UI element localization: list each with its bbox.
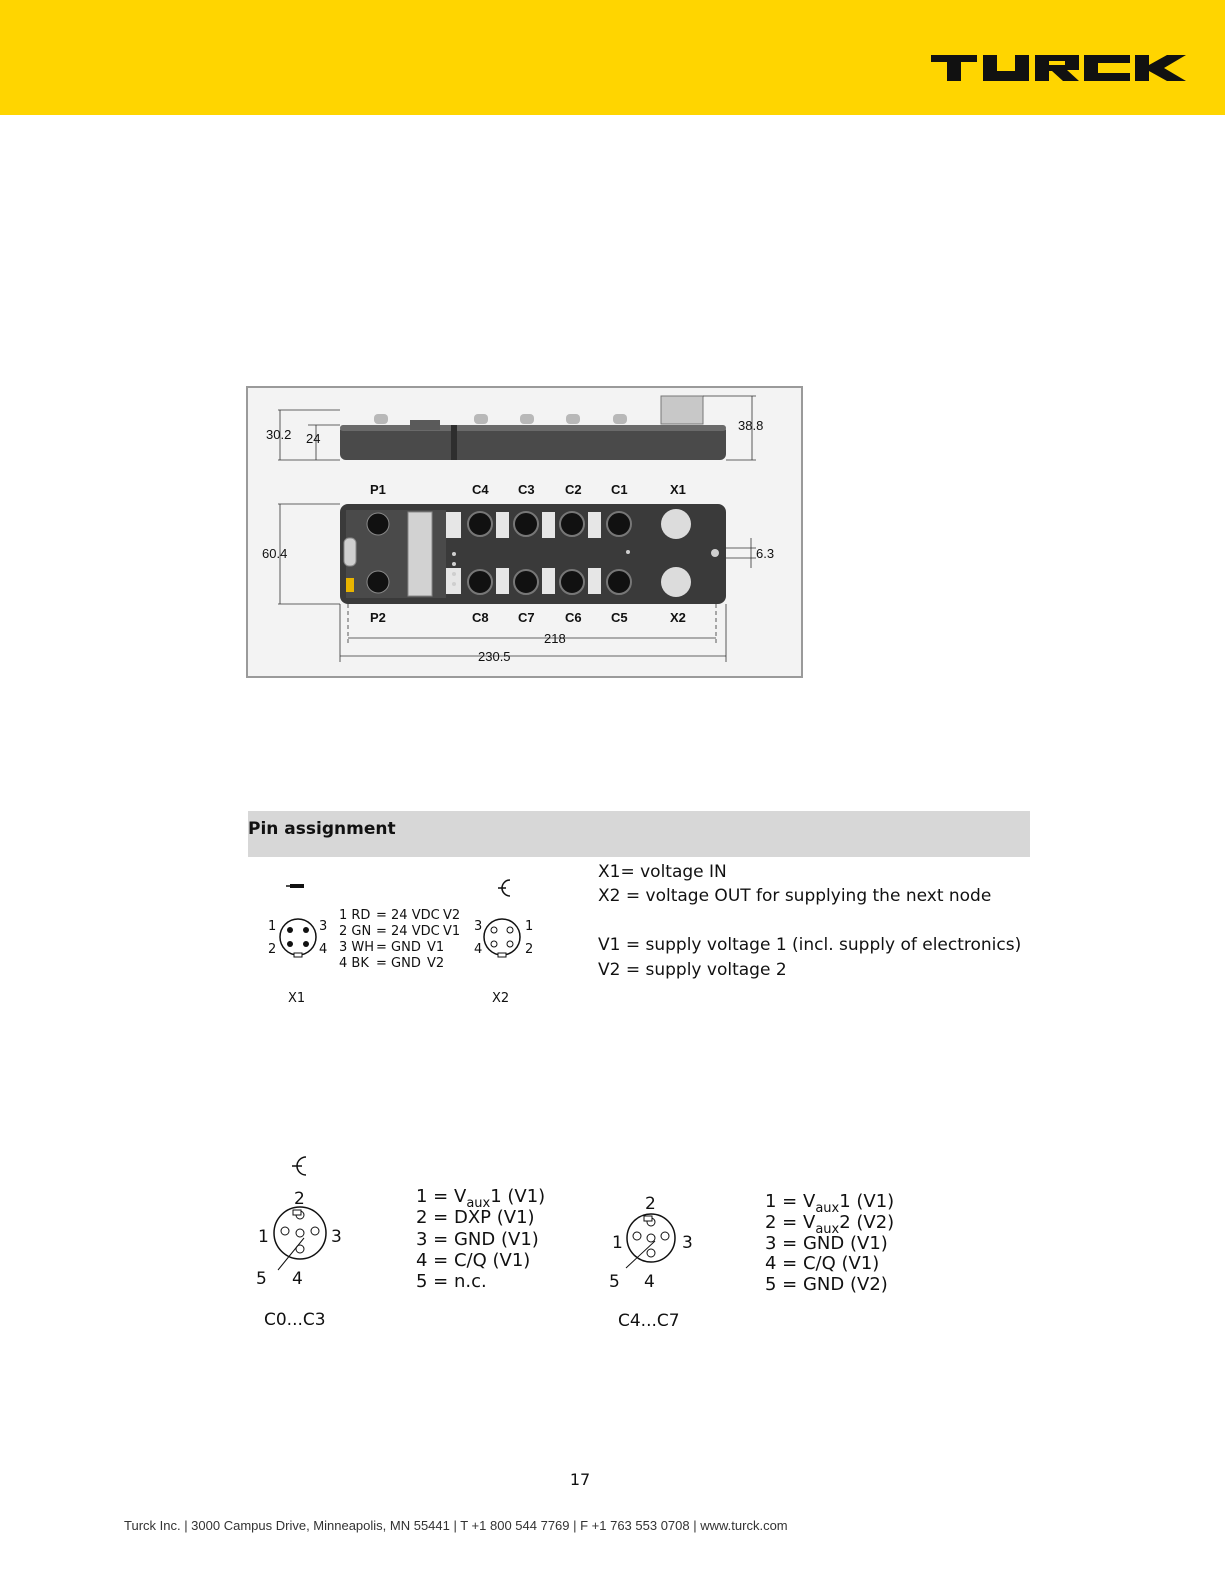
c0c3-assign-3: 3 = GND (V1) — [416, 1229, 539, 1250]
note-v1: V1 = supply voltage 1 (incl. supply of electronics) — [598, 935, 1022, 955]
wiring-eq-2: = 24 VDC — [376, 924, 440, 939]
port-label-c6: C6 — [565, 610, 582, 625]
x2-pin-1: 1 — [525, 919, 534, 934]
c0c3-assign-2: 2 = DXP (V1) — [416, 1207, 535, 1228]
x2-pin-3: 3 — [474, 919, 483, 934]
wiring-eq-1: = 24 VDC — [376, 908, 440, 923]
wiring-pin-2: 2 GN — [339, 924, 372, 939]
port-label-c4: C4 — [472, 482, 489, 497]
wiring-pin-3: 3 WH — [339, 940, 375, 955]
x2-label: X2 — [492, 991, 510, 1006]
dim-hole-offset: 6.3 — [756, 546, 775, 561]
c4c7-assign-2: $2 = V_{aux}2$ (V2) — [765, 1212, 895, 1237]
dim-hole-spacing: 218 — [544, 631, 566, 646]
dim-width: 60.4 — [262, 546, 288, 561]
dim-side-connector: 38.8 — [738, 418, 764, 433]
io-connector-c0-c3 — [274, 1207, 326, 1270]
pin-assignment-title: Pin assignment — [248, 819, 396, 839]
x1-connector — [280, 919, 316, 957]
x1-label: X1 — [288, 991, 306, 1006]
female-socket-icon — [498, 880, 510, 896]
wiring-pin-1: 1 RD — [339, 908, 371, 923]
c0c3-pin-5: 5 — [256, 1269, 267, 1289]
wiring-eq-4: = GND — [376, 956, 421, 971]
port-label-x2: X2 — [670, 610, 686, 625]
port-label-p2: P2 — [370, 610, 386, 625]
c0c3-assign-1: $1 = V_{aux}1$ (V1) — [416, 1186, 546, 1211]
x1-pin-2: 2 — [268, 942, 277, 957]
x2-pin-4: 4 — [474, 942, 483, 957]
c0c3-pin-2: 2 — [294, 1189, 305, 1209]
c4c7-assign-3: 3 = GND (V1) — [765, 1233, 888, 1254]
io-connector-c4-c7 — [626, 1214, 675, 1268]
c0c3-assign-4: 4 = C/Q (V1) — [416, 1250, 531, 1271]
page-number: 17 — [569, 1470, 591, 1489]
c4c7-pin-3: 3 — [682, 1233, 693, 1253]
port-label-c3: C3 — [518, 482, 535, 497]
note-x2: X2 = voltage OUT for supplying the next node — [598, 886, 992, 906]
note-v2: V2 = supply voltage 2 — [598, 960, 787, 980]
dim-length: 230.5 — [478, 649, 511, 664]
x1-pin-4: 4 — [319, 942, 328, 957]
footer-address: Turck Inc. | 3000 Campus Drive, Minneapolis, MN 55441 | T +1 800 544 7769 | F +1 763 553 0708 | www.turck.com — [124, 1518, 788, 1533]
port-label-c7: C7 — [518, 610, 535, 625]
c4c7-pin-4: 4 — [644, 1272, 655, 1292]
c0c3-pin-1: 1 — [258, 1227, 269, 1247]
female-socket-icon — [292, 1157, 306, 1175]
dim-side-total: 30.2 — [266, 427, 292, 442]
note-x1: X1= voltage IN — [598, 862, 727, 882]
wiring-rail-2: V1 — [443, 924, 461, 939]
c4c7-assign-5: 5 = GND (V2) — [765, 1274, 888, 1295]
port-label-x1: X1 — [670, 482, 686, 497]
wiring-rail-4: V2 — [427, 956, 445, 971]
x2-connector — [484, 919, 520, 957]
wiring-rail-3: V1 — [427, 940, 445, 955]
c4c7-pin-1: 1 — [612, 1233, 623, 1253]
c0c3-pin-4: 4 — [292, 1269, 303, 1289]
port-label-p1: P1 — [370, 482, 386, 497]
wiring-rail-1: V2 — [443, 908, 461, 923]
x1-pin-3: 3 — [319, 919, 328, 934]
wiring-pin-4: 4 BK — [339, 956, 369, 971]
port-label-c2: C2 — [565, 482, 582, 497]
port-label-c8: C8 — [472, 610, 489, 625]
port-label-c1: C1 — [611, 482, 628, 497]
x2-pin-2: 2 — [525, 942, 534, 957]
x1-pin-1: 1 — [268, 919, 277, 934]
port-label-c5: C5 — [611, 610, 628, 625]
c0c3-label: C0...C3 — [264, 1310, 326, 1330]
c0c3-pin-3: 3 — [331, 1227, 342, 1247]
c4c7-assign-1: $1 = V_{aux}1$ (V1) — [765, 1191, 895, 1216]
male-plug-icon — [286, 884, 304, 888]
c4c7-assign-4: 4 = C/Q (V1) — [765, 1253, 880, 1274]
wiring-eq-3: = GND — [376, 940, 421, 955]
c0c3-assign-5: 5 = n.c. — [416, 1271, 487, 1292]
c4c7-pin-5: 5 — [609, 1272, 620, 1292]
c4c7-label: C4...C7 — [618, 1311, 680, 1331]
dim-side-body: 24 — [306, 431, 321, 446]
c4c7-pin-2: 2 — [645, 1194, 656, 1214]
